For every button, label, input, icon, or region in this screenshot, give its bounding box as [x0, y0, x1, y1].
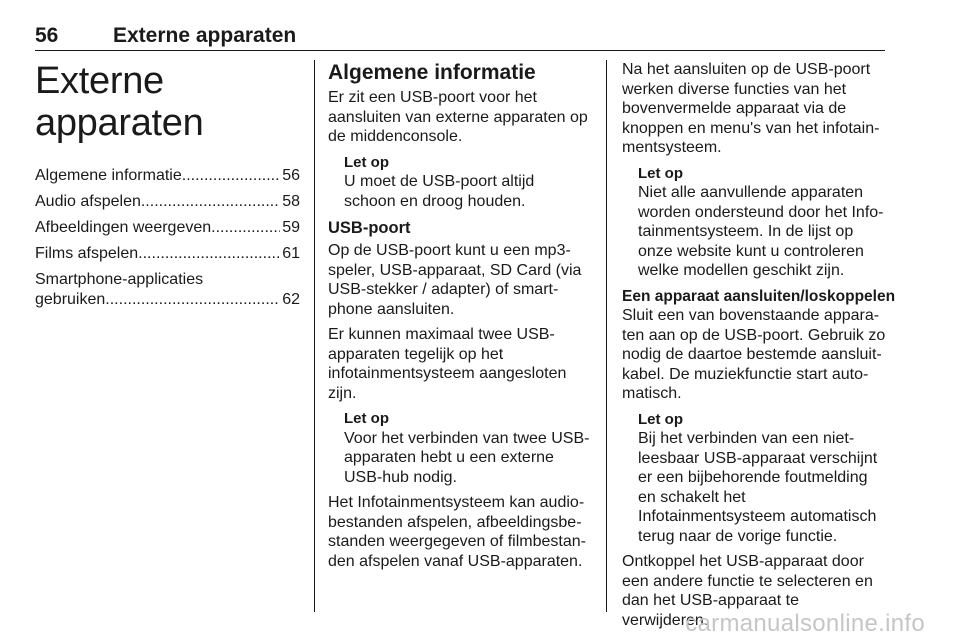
note-title: Let op — [344, 153, 389, 171]
note-box — [344, 409, 590, 487]
note-title: Let op — [638, 164, 683, 182]
toc-entry[interactable] — [35, 218, 300, 238]
section-heading: Algemene informatie — [328, 61, 536, 84]
paragraph: Na het aansluiten op de USB-poort werken diverse functies van het bovenvermelde apparaat via de knoppen en menu's van het infotainmentsysteem. — [622, 61, 880, 156]
toc-label: Afbeeldingen weergeven — [35, 219, 212, 236]
toc-label: Films afspelen — [35, 245, 139, 262]
paragraph: Sluit een van bovenstaande apparaten aan op de USB-poort. Gebruik zo nodig de daartoe bestemde aansluitkabel. De muziekfunctie start automatisch. — [622, 307, 886, 402]
paragraph: Ontkoppel het USB-apparaat door een andere functie te selecteren en dan het USB-apparaat te verwijderen. — [622, 553, 873, 629]
paragraph: Het Infotainmentsysteem kan audiobestanden afspelen, afbeeldingsbestanden weergegeven of filmbestanden afspelen vanaf USB-apparaten. — [328, 494, 586, 570]
note-text: Voor het verbinden van twee USB-apparaten hebt u een externe USB-hub nodig. — [344, 429, 590, 486]
paragraph: Op de USB-poort kunt u een mp3-speler, USB-apparaat, SD Card (via USB-stekker / adapter) of smartphone aansluiten. — [328, 242, 582, 318]
note-text: Bij het verbinden van een niet-leesbaar USB-apparaat verschijnt er een bijbehorende foutmelding en schakelt het Infotainmentsysteem automatisch terug naar de vorige functie. — [638, 430, 878, 545]
note-box — [344, 153, 590, 212]
note-title: Let op — [344, 410, 389, 427]
column-divider — [606, 60, 607, 612]
toc-label: Audio afspelen — [35, 193, 141, 210]
note-text: U moet de USB-poort altijd schoon en droog houden. — [344, 173, 535, 210]
toc-page: 59 — [282, 219, 300, 236]
page-header — [35, 22, 885, 51]
toc-entry[interactable] — [35, 192, 300, 212]
paragraph: Er kunnen maximaal twee USB-apparaten tegelijk op het infotainmentsysteem aangesloten zijn. — [328, 326, 567, 402]
toc-label: Algemene informatie — [35, 167, 182, 184]
toc-entry[interactable] — [35, 166, 300, 186]
paragraph: Er zit een USB-poort voor het aansluiten van externe apparaten op de middenconsole. — [328, 89, 588, 145]
toc-page: 58 — [282, 193, 300, 210]
content-column-right — [622, 60, 896, 636]
toc-page: 56 — [282, 167, 300, 184]
toc-label-line1: Smartphone-applicaties — [35, 271, 204, 288]
toc-column — [35, 60, 300, 316]
chapter-title: Externe apparaten — [35, 60, 204, 144]
content-column-middle — [328, 60, 590, 577]
column-divider — [314, 60, 315, 612]
toc-page: 61 — [282, 245, 300, 262]
toc-entry[interactable] — [35, 270, 300, 310]
note-box — [638, 410, 888, 547]
note-title: Let op — [638, 410, 683, 428]
watermark-text: carmanualsonline.info — [685, 610, 925, 637]
subsection-heading: USB-poort — [328, 219, 411, 237]
toc-entry[interactable] — [35, 244, 300, 264]
note-text: Niet alle aanvullende apparaten worden ondersteund door het Infotainmentsysteem. In de lijst op onze website kunt u controleren welke modellen geschikt zijn. — [638, 184, 884, 279]
running-title: Externe apparaten — [113, 24, 297, 47]
toc-page: 62 — [282, 291, 300, 308]
subsection-heading: Een apparaat aansluiten/loskoppelen — [622, 287, 896, 305]
toc-label: gebruiken — [35, 291, 106, 308]
page-number: 56 — [35, 24, 59, 47]
note-box — [638, 164, 888, 281]
